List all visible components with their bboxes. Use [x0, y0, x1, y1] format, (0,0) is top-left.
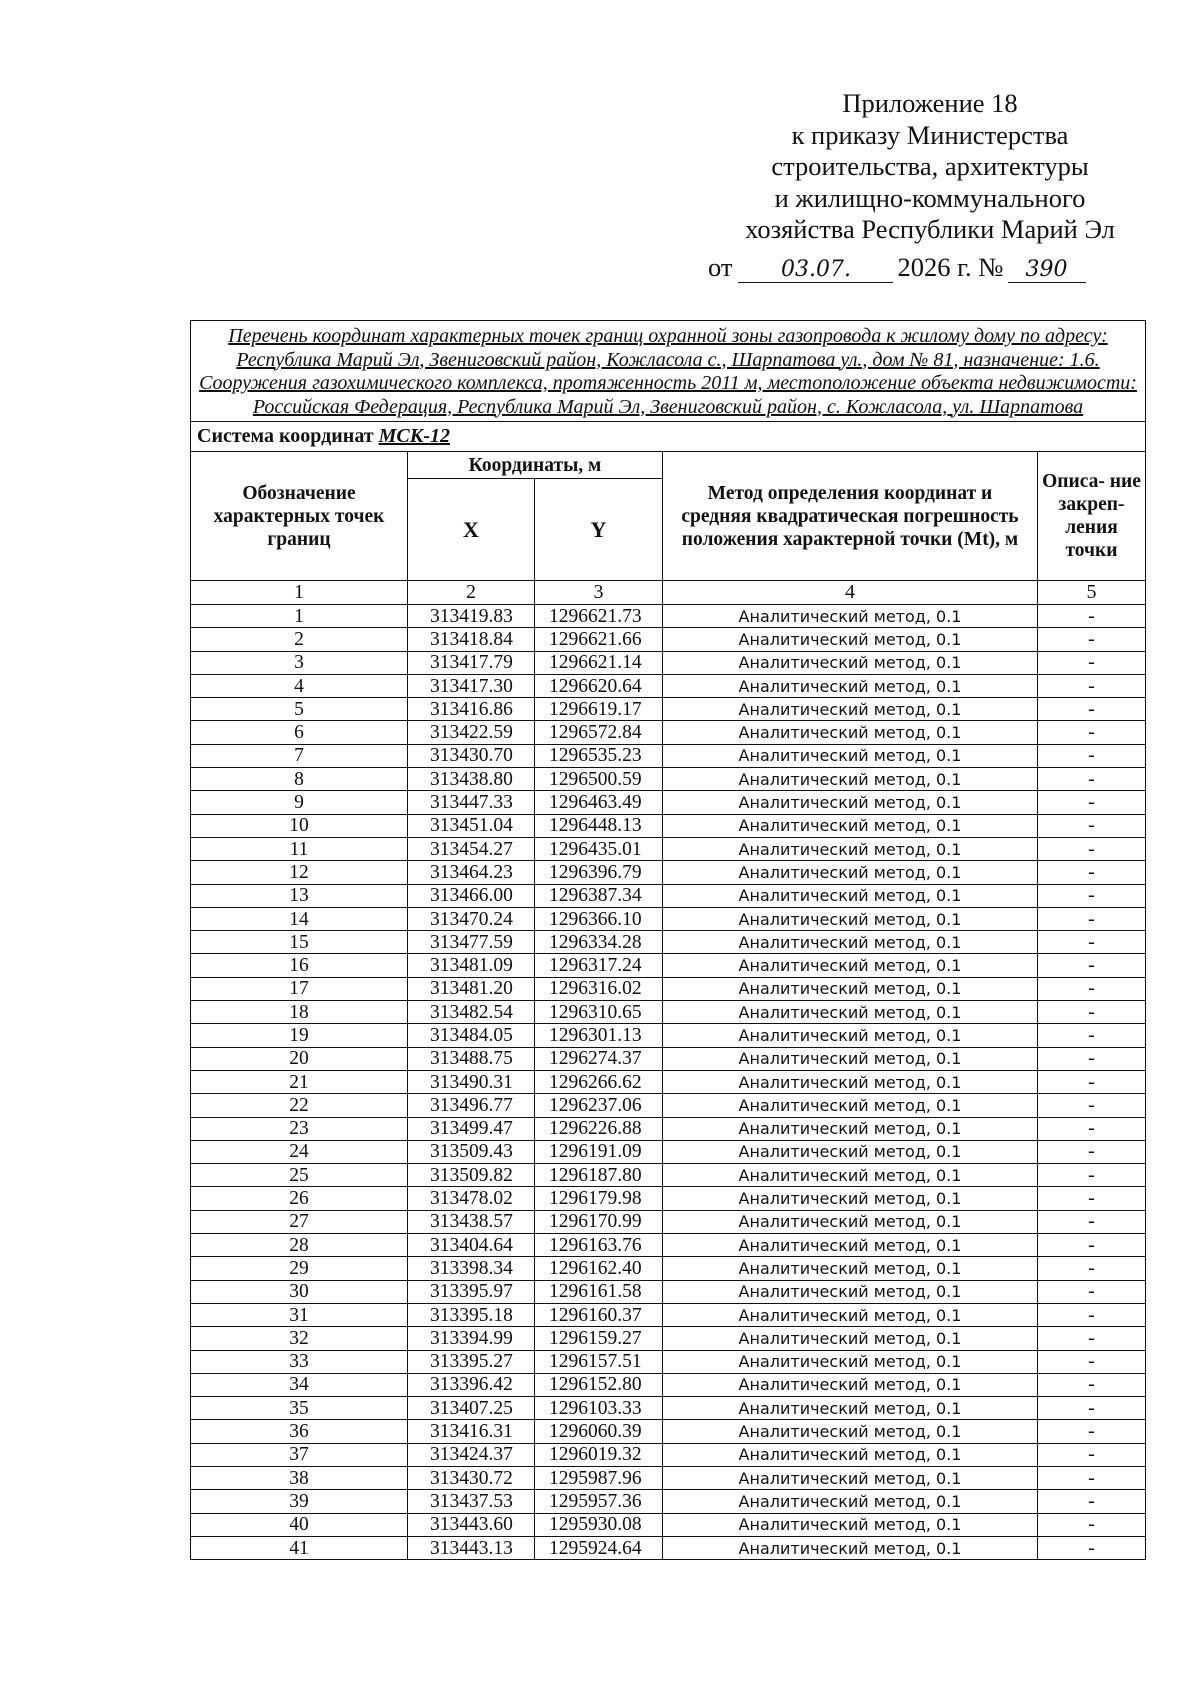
- order-date-line: [708, 252, 1128, 283]
- method-cell: Аналитический метод, 0.1: [663, 1140, 1038, 1163]
- description-cell: -: [1038, 791, 1146, 814]
- method-cell: Аналитический метод, 0.1: [663, 977, 1038, 1000]
- method-cell: Аналитический метод, 0.1: [663, 1070, 1038, 1093]
- point-number-cell: 28: [191, 1234, 408, 1257]
- description-cell: -: [1038, 1327, 1146, 1350]
- y-coordinate-cell: 1296191.09: [535, 1140, 663, 1163]
- point-number-cell: 30: [191, 1280, 408, 1303]
- description-cell: -: [1038, 1234, 1146, 1257]
- method-cell: Аналитический метод, 0.1: [663, 1350, 1038, 1373]
- y-coordinate-cell: 1296317.24: [535, 954, 663, 977]
- y-coordinate-cell: 1296500.59: [535, 768, 663, 791]
- table-row: [191, 907, 1146, 930]
- x-coordinate-cell: 313395.27: [408, 1350, 535, 1373]
- description-cell: -: [1038, 1280, 1146, 1303]
- method-cell: Аналитический метод, 0.1: [663, 1303, 1038, 1326]
- method-cell: Аналитический метод, 0.1: [663, 791, 1038, 814]
- table-row: [191, 1373, 1146, 1396]
- point-number-cell: 13: [191, 884, 408, 907]
- x-coordinate-cell: 313416.31: [408, 1420, 535, 1443]
- point-number-cell: 10: [191, 814, 408, 837]
- method-cell: Аналитический метод, 0.1: [663, 861, 1038, 884]
- table-row: [191, 977, 1146, 1000]
- x-coordinate-cell: 313419.83: [408, 605, 535, 628]
- point-number-cell: 11: [191, 837, 408, 860]
- header-x: X: [408, 479, 535, 581]
- x-coordinate-cell: 313482.54: [408, 1001, 535, 1024]
- y-coordinate-cell: 1296103.33: [535, 1397, 663, 1420]
- description-cell: -: [1038, 1373, 1146, 1396]
- point-number-cell: 41: [191, 1536, 408, 1559]
- description-cell: -: [1038, 977, 1146, 1000]
- y-coordinate-cell: 1296163.76: [535, 1234, 663, 1257]
- table-row: [191, 1094, 1146, 1117]
- table-row: [191, 1536, 1146, 1559]
- table-row: [191, 1070, 1146, 1093]
- method-cell: Аналитический метод, 0.1: [663, 674, 1038, 697]
- y-coordinate-cell: 1296621.73: [535, 605, 663, 628]
- description-cell: -: [1038, 1210, 1146, 1233]
- x-coordinate-cell: 313499.47: [408, 1117, 535, 1140]
- method-cell: Аналитический метод, 0.1: [663, 1280, 1038, 1303]
- x-coordinate-cell: 313417.30: [408, 674, 535, 697]
- y-coordinate-cell: 1296619.17: [535, 698, 663, 721]
- method-cell: Аналитический метод, 0.1: [663, 954, 1038, 977]
- point-number-cell: 18: [191, 1001, 408, 1024]
- y-coordinate-cell: 1296463.49: [535, 791, 663, 814]
- table-row: [191, 1327, 1146, 1350]
- table-row: [191, 1234, 1146, 1257]
- table-row: [191, 1397, 1146, 1420]
- table-row: [191, 1466, 1146, 1489]
- header-line: Приложение 18: [842, 88, 1018, 118]
- y-coordinate-cell: 1296159.27: [535, 1327, 663, 1350]
- description-cell: -: [1038, 1513, 1146, 1536]
- y-coordinate-cell: 1296572.84: [535, 721, 663, 744]
- description-cell: -: [1038, 721, 1146, 744]
- table-row: [191, 1187, 1146, 1210]
- method-cell: Аналитический метод, 0.1: [663, 814, 1038, 837]
- method-cell: Аналитический метод, 0.1: [663, 1373, 1038, 1396]
- column-number: 3: [535, 581, 663, 605]
- y-coordinate-cell: 1296161.58: [535, 1280, 663, 1303]
- column-number: 2: [408, 581, 535, 605]
- method-cell: Аналитический метод, 0.1: [663, 1024, 1038, 1047]
- method-cell: Аналитический метод, 0.1: [663, 907, 1038, 930]
- header-method: Метод определения координат и средняя квадратическая погрешность положения характерной точки (Mt), м: [663, 452, 1038, 581]
- y-coordinate-cell: 1296226.88: [535, 1117, 663, 1140]
- description-cell: -: [1038, 605, 1146, 628]
- method-cell: Аналитический метод, 0.1: [663, 744, 1038, 767]
- y-coordinate-cell: 1296152.80: [535, 1373, 663, 1396]
- method-cell: Аналитический метод, 0.1: [663, 1187, 1038, 1210]
- y-coordinate-cell: 1296187.80: [535, 1164, 663, 1187]
- table-row: [191, 721, 1146, 744]
- x-coordinate-cell: 313488.75: [408, 1047, 535, 1070]
- method-cell: Аналитический метод, 0.1: [663, 1234, 1038, 1257]
- method-cell: Аналитический метод, 0.1: [663, 931, 1038, 954]
- x-coordinate-cell: 313477.59: [408, 931, 535, 954]
- y-coordinate-cell: 1296060.39: [535, 1420, 663, 1443]
- point-number-cell: 15: [191, 931, 408, 954]
- description-cell: -: [1038, 837, 1146, 860]
- y-coordinate-cell: 1296448.13: [535, 814, 663, 837]
- table-row: [191, 1024, 1146, 1047]
- table-row: [191, 744, 1146, 767]
- x-coordinate-cell: 313438.80: [408, 768, 535, 791]
- point-number-cell: 40: [191, 1513, 408, 1536]
- point-number-cell: 7: [191, 744, 408, 767]
- method-cell: Аналитический метод, 0.1: [663, 884, 1038, 907]
- y-coordinate-cell: 1296160.37: [535, 1303, 663, 1326]
- description-cell: -: [1038, 1350, 1146, 1373]
- description-cell: -: [1038, 1420, 1146, 1443]
- description-cell: -: [1038, 744, 1146, 767]
- x-coordinate-cell: 313481.20: [408, 977, 535, 1000]
- description-cell: -: [1038, 1047, 1146, 1070]
- header-line: строительства, архитектуры: [771, 151, 1089, 181]
- header-y: Y: [535, 479, 663, 581]
- method-cell: Аналитический метод, 0.1: [663, 1397, 1038, 1420]
- point-number-cell: 26: [191, 1187, 408, 1210]
- point-number-cell: 16: [191, 954, 408, 977]
- point-number-cell: 3: [191, 651, 408, 674]
- point-number-cell: 5: [191, 698, 408, 721]
- point-number-cell: 32: [191, 1327, 408, 1350]
- method-cell: Аналитический метод, 0.1: [663, 1536, 1038, 1559]
- table-row: [191, 931, 1146, 954]
- method-cell: Аналитический метод, 0.1: [663, 837, 1038, 860]
- x-coordinate-cell: 313464.23: [408, 861, 535, 884]
- x-coordinate-cell: 313443.60: [408, 1513, 535, 1536]
- x-coordinate-cell: 313481.09: [408, 954, 535, 977]
- description-cell: -: [1038, 1140, 1146, 1163]
- point-number-cell: 22: [191, 1094, 408, 1117]
- description-cell: -: [1038, 651, 1146, 674]
- point-number-cell: 34: [191, 1373, 408, 1396]
- x-coordinate-cell: 313437.53: [408, 1490, 535, 1513]
- y-coordinate-cell: 1296274.37: [535, 1047, 663, 1070]
- table-row: [191, 791, 1146, 814]
- table-row: [191, 698, 1146, 721]
- method-cell: Аналитический метод, 0.1: [663, 1490, 1038, 1513]
- x-coordinate-cell: 313430.70: [408, 744, 535, 767]
- point-number-cell: 33: [191, 1350, 408, 1373]
- column-numbers-row: [191, 581, 1146, 605]
- y-coordinate-cell: 1296620.64: [535, 674, 663, 697]
- x-coordinate-cell: 313398.34: [408, 1257, 535, 1280]
- handwritten-date: 03.07.: [738, 258, 893, 283]
- x-coordinate-cell: 313447.33: [408, 791, 535, 814]
- point-number-cell: 4: [191, 674, 408, 697]
- method-cell: Аналитический метод, 0.1: [663, 1210, 1038, 1233]
- table-row: [191, 837, 1146, 860]
- x-coordinate-cell: 313394.99: [408, 1327, 535, 1350]
- x-coordinate-cell: 313430.72: [408, 1466, 535, 1489]
- y-coordinate-cell: 1296396.79: [535, 861, 663, 884]
- y-coordinate-cell: 1296179.98: [535, 1187, 663, 1210]
- header-coordinates: Координаты, м: [408, 452, 663, 479]
- table-row: [191, 651, 1146, 674]
- y-coordinate-cell: 1296266.62: [535, 1070, 663, 1093]
- table-row: [191, 1350, 1146, 1373]
- x-coordinate-cell: 313416.86: [408, 698, 535, 721]
- table-row: [191, 1047, 1146, 1070]
- description-cell: -: [1038, 1070, 1146, 1093]
- x-coordinate-cell: 313443.13: [408, 1536, 535, 1559]
- description-cell: -: [1038, 1257, 1146, 1280]
- method-cell: Аналитический метод, 0.1: [663, 721, 1038, 744]
- description-cell: -: [1038, 1117, 1146, 1140]
- method-cell: Аналитический метод, 0.1: [663, 651, 1038, 674]
- table-row: [191, 814, 1146, 837]
- description-cell: -: [1038, 628, 1146, 651]
- method-cell: Аналитический метод, 0.1: [663, 1420, 1038, 1443]
- header-line: хозяйства Республики Марий Эл: [745, 214, 1115, 244]
- method-cell: Аналитический метод, 0.1: [663, 1117, 1038, 1140]
- date-suffix: 2026 г. №: [897, 252, 1004, 282]
- point-number-cell: 25: [191, 1164, 408, 1187]
- x-coordinate-cell: 313470.24: [408, 907, 535, 930]
- table-row: [191, 628, 1146, 651]
- point-number-cell: 27: [191, 1210, 408, 1233]
- description-cell: -: [1038, 931, 1146, 954]
- y-coordinate-cell: 1296621.66: [535, 628, 663, 651]
- point-number-cell: 17: [191, 977, 408, 1000]
- y-coordinate-cell: 1296535.23: [535, 744, 663, 767]
- x-coordinate-cell: 313395.18: [408, 1303, 535, 1326]
- point-number-cell: 37: [191, 1443, 408, 1466]
- table-row: [191, 1303, 1146, 1326]
- y-coordinate-cell: 1296435.01: [535, 837, 663, 860]
- description-cell: -: [1038, 698, 1146, 721]
- x-coordinate-cell: 313478.02: [408, 1187, 535, 1210]
- x-coordinate-cell: 313490.31: [408, 1070, 535, 1093]
- y-coordinate-cell: 1296237.06: [535, 1094, 663, 1117]
- column-number: 1: [191, 581, 408, 605]
- point-number-cell: 14: [191, 907, 408, 930]
- coordinate-system: [191, 422, 1146, 452]
- table-row: [191, 1490, 1146, 1513]
- y-coordinate-cell: 1296301.13: [535, 1024, 663, 1047]
- method-cell: Аналитический метод, 0.1: [663, 1164, 1038, 1187]
- point-number-cell: 9: [191, 791, 408, 814]
- method-cell: Аналитический метод, 0.1: [663, 1257, 1038, 1280]
- method-cell: Аналитический метод, 0.1: [663, 1443, 1038, 1466]
- y-coordinate-cell: 1296170.99: [535, 1210, 663, 1233]
- description-cell: -: [1038, 1397, 1146, 1420]
- point-number-cell: 39: [191, 1490, 408, 1513]
- table-row: [191, 768, 1146, 791]
- table-row: [191, 1420, 1146, 1443]
- table-row: [191, 1257, 1146, 1280]
- point-number-cell: 8: [191, 768, 408, 791]
- y-coordinate-cell: 1296387.34: [535, 884, 663, 907]
- table-row: [191, 1140, 1146, 1163]
- point-number-cell: 20: [191, 1047, 408, 1070]
- method-cell: Аналитический метод, 0.1: [663, 628, 1038, 651]
- table-row: [191, 605, 1146, 628]
- method-cell: Аналитический метод, 0.1: [663, 1327, 1038, 1350]
- y-coordinate-cell: 1295924.64: [535, 1536, 663, 1559]
- column-number: 4: [663, 581, 1038, 605]
- document-header: [700, 88, 1160, 246]
- y-coordinate-cell: 1296157.51: [535, 1350, 663, 1373]
- description-cell: -: [1038, 1024, 1146, 1047]
- y-coordinate-cell: 1295957.36: [535, 1490, 663, 1513]
- table-row: [191, 1513, 1146, 1536]
- description-cell: -: [1038, 674, 1146, 697]
- y-coordinate-cell: 1296310.65: [535, 1001, 663, 1024]
- table-row: [191, 1117, 1146, 1140]
- x-coordinate-cell: 313395.97: [408, 1280, 535, 1303]
- description-cell: -: [1038, 1001, 1146, 1024]
- point-number-cell: 35: [191, 1397, 408, 1420]
- header-description: Описа- ние закреп- ления точки: [1038, 452, 1146, 581]
- point-number-cell: 1: [191, 605, 408, 628]
- table-row: [191, 1280, 1146, 1303]
- y-coordinate-cell: 1296162.40: [535, 1257, 663, 1280]
- method-cell: Аналитический метод, 0.1: [663, 1001, 1038, 1024]
- coordinates-table: [190, 320, 1146, 1560]
- table-row: [191, 1443, 1146, 1466]
- header-designation: Обозначение характерных точек границ: [191, 452, 408, 581]
- table-row: [191, 954, 1146, 977]
- y-coordinate-cell: 1296621.14: [535, 651, 663, 674]
- method-cell: Аналитический метод, 0.1: [663, 768, 1038, 791]
- point-number-cell: 24: [191, 1140, 408, 1163]
- x-coordinate-cell: 313417.79: [408, 651, 535, 674]
- header-line: и жилищно-коммунального: [774, 182, 1086, 213]
- description-cell: -: [1038, 1303, 1146, 1326]
- table-row: [191, 1001, 1146, 1024]
- table-row: [191, 674, 1146, 697]
- method-cell: Аналитический метод, 0.1: [663, 1094, 1038, 1117]
- handwritten-number: 390: [1008, 258, 1086, 283]
- point-number-cell: 23: [191, 1117, 408, 1140]
- point-number-cell: 38: [191, 1466, 408, 1489]
- x-coordinate-cell: 313451.04: [408, 814, 535, 837]
- column-number: 5: [1038, 581, 1146, 605]
- x-coordinate-cell: 313396.42: [408, 1373, 535, 1396]
- method-cell: Аналитический метод, 0.1: [663, 1513, 1038, 1536]
- x-coordinate-cell: 313509.82: [408, 1164, 535, 1187]
- x-coordinate-cell: 313454.27: [408, 837, 535, 860]
- y-coordinate-cell: 1295987.96: [535, 1466, 663, 1489]
- y-coordinate-cell: 1296366.10: [535, 907, 663, 930]
- x-coordinate-cell: 313484.05: [408, 1024, 535, 1047]
- y-coordinate-cell: 1296334.28: [535, 931, 663, 954]
- method-cell: Аналитический метод, 0.1: [663, 1047, 1038, 1070]
- description-cell: -: [1038, 1164, 1146, 1187]
- x-coordinate-cell: 313424.37: [408, 1443, 535, 1466]
- description-cell: -: [1038, 907, 1146, 930]
- point-number-cell: 19: [191, 1024, 408, 1047]
- point-number-cell: 36: [191, 1420, 408, 1443]
- x-coordinate-cell: 313422.59: [408, 721, 535, 744]
- table-title: Перечень координат характерных точек границ охранной зоны газопровода к жилому дому по адресу: Республика Марий Эл, Звениговский район, Кожласола с., Шарпатова ул., дом № 81, назначение: 1.6. Сооружения газохимического комплекса, протяженность 2011 м, местоположение объекта недвижимости: Российская Федерация, Республика Марий Эл, Звениговский район, с. Кожласола, ул. Шарпатова: [191, 321, 1146, 422]
- x-coordinate-cell: 313407.25: [408, 1397, 535, 1420]
- point-number-cell: 21: [191, 1070, 408, 1093]
- point-number-cell: 29: [191, 1257, 408, 1280]
- header-line: к приказу Министерства: [791, 119, 1069, 150]
- x-coordinate-cell: 313496.77: [408, 1094, 535, 1117]
- point-number-cell: 12: [191, 861, 408, 884]
- description-cell: -: [1038, 954, 1146, 977]
- point-number-cell: 2: [191, 628, 408, 651]
- description-cell: -: [1038, 1094, 1146, 1117]
- method-cell: Аналитический метод, 0.1: [663, 698, 1038, 721]
- x-coordinate-cell: 313438.57: [408, 1210, 535, 1233]
- description-cell: -: [1038, 1187, 1146, 1210]
- coordinate-system-value: МСК-12: [378, 425, 450, 447]
- date-prefix: от: [708, 252, 733, 282]
- x-coordinate-cell: 313509.43: [408, 1140, 535, 1163]
- coordinate-system-label: Система координат: [197, 425, 374, 447]
- description-cell: -: [1038, 861, 1146, 884]
- description-cell: -: [1038, 768, 1146, 791]
- x-coordinate-cell: 313404.64: [408, 1234, 535, 1257]
- table-row: [191, 884, 1146, 907]
- point-number-cell: 31: [191, 1303, 408, 1326]
- description-cell: -: [1038, 1536, 1146, 1559]
- description-cell: -: [1038, 1443, 1146, 1466]
- point-number-cell: 6: [191, 721, 408, 744]
- description-cell: -: [1038, 884, 1146, 907]
- description-cell: -: [1038, 814, 1146, 837]
- table-row: [191, 1210, 1146, 1233]
- y-coordinate-cell: 1296316.02: [535, 977, 663, 1000]
- method-cell: Аналитический метод, 0.1: [663, 1466, 1038, 1489]
- description-cell: -: [1038, 1466, 1146, 1489]
- y-coordinate-cell: 1295930.08: [535, 1513, 663, 1536]
- table-row: [191, 861, 1146, 884]
- method-cell: Аналитический метод, 0.1: [663, 605, 1038, 628]
- description-cell: -: [1038, 1490, 1146, 1513]
- x-coordinate-cell: 313418.84: [408, 628, 535, 651]
- x-coordinate-cell: 313466.00: [408, 884, 535, 907]
- table-row: [191, 1164, 1146, 1187]
- y-coordinate-cell: 1296019.32: [535, 1443, 663, 1466]
